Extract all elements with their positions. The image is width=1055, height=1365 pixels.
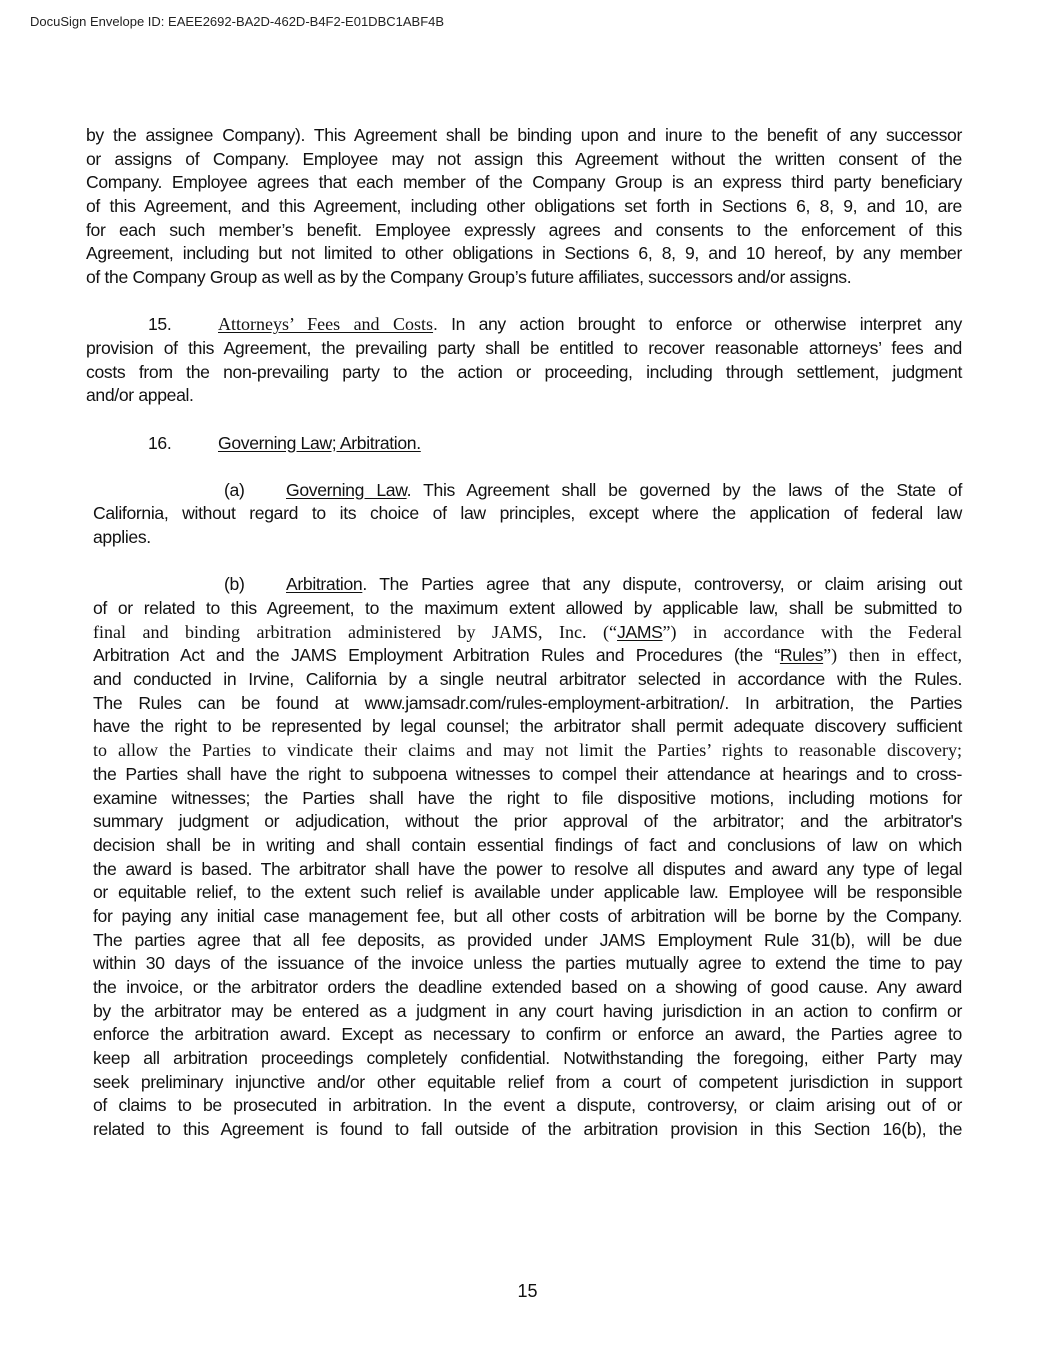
text-line: Agreement, including but not limited to other obligations in Sections 6, 8, 9, and 10 hereof, by any member [86, 243, 962, 264]
text-line: of this Agreement, and this Agreement, including other obligations set forth in Sections 6, 8, 9, and 10, are [86, 196, 962, 217]
text-line: for each such member’s benefit. Employee expressly agrees and consents to the enforcement of this [86, 219, 962, 240]
text-line: The Rules can be found at www.jamsadr.com/rules-employment-arbitration/. In arbitration, the Parties [93, 692, 962, 713]
subsection-heading: Governing Law [286, 479, 407, 500]
section-number: 15. [148, 314, 172, 335]
section-number: 16. [148, 432, 172, 453]
subsection-b-first-line [93, 573, 962, 597]
text-line-jams-definition [93, 621, 962, 645]
subsection-heading: Arbitration [286, 574, 363, 595]
text-line: the Parties shall have the right to subpoena witnesses to compel their attendance at hearings and to cross- [93, 763, 962, 784]
text-line: of claims to be prosecuted in arbitration. In the event a dispute, controversy, or claim arising out of or [93, 1095, 962, 1116]
text-segment: . In any action brought to enforce or otherwise interpret any [433, 314, 962, 335]
text-line: examine witnesses; the Parties shall have the right to file dispositive motions, including motions for [93, 787, 962, 808]
text-line: California, without regard to its choice of law principles, except where the application of federal law [93, 503, 962, 524]
text-line: seek preliminary injunctive and/or other equitable relief from a court of competent jurisdiction in support [93, 1071, 962, 1092]
text-line: within 30 days of the issuance of the invoice unless the parties mutually agree to extend the time to pay [93, 953, 962, 974]
text-line: keep all arbitration proceedings completely confidential. Notwithstanding the foregoing, either Party may [93, 1048, 962, 1069]
defined-term-jams: JAMS [617, 621, 663, 642]
section-15-attorneys-fees [86, 313, 962, 408]
text-line: for paying any initial case management fee, but all other costs of arbitration will be borne by the Company. [93, 905, 962, 926]
text-line: the award is based. The arbitrator shall have the power to resolve all disputes and award any type of legal [93, 858, 962, 879]
text-line: have the right to be represented by legal counsel; the arbitrator shall permit adequate discovery sufficient [93, 716, 962, 737]
text-line: to allow the Parties to vindicate their claims and may not limit the Parties’ rights to reasonable discovery; [93, 740, 962, 761]
docusign-envelope-id: DocuSign Envelope ID: EAEE2692-BA2D-462D-B4F2-E01DBC1ABF4B [30, 14, 445, 29]
text-line-rules-definition [93, 644, 962, 668]
paragraph-14-continuation [86, 124, 962, 290]
text-line: provision of this Agreement, the prevailing party shall be entitled to recover reasonable attorneys’ fees and [86, 338, 962, 358]
page-number: 15 [517, 1281, 538, 1301]
document-page-body [86, 124, 962, 1142]
text-line: enforce the arbitration award. Except as necessary to confirm or enforce an award, the Parties agree to [93, 1024, 962, 1045]
text-line: or equitable relief, to the extent such relief is available under applicable law. Employee will be responsible [93, 882, 962, 903]
section-15-first-line [86, 313, 962, 337]
defined-term-rules: Rules [779, 645, 824, 666]
text-line: and conducted in Irvine, California by a single neutral arbitrator selected in accordance with the Rules. [93, 669, 962, 690]
subsection-label: (a) [224, 479, 245, 500]
text-line: and/or appeal. [86, 385, 194, 406]
text-line: decision shall be in writing and shall contain essential findings of fact and conclusions of law on which [93, 834, 962, 855]
text-line: summary judgment or adjudication, without the prior approval of the arbitrator; and the arbitrator's [93, 811, 962, 832]
text-segment: . This Agreement shall be governed by the laws of the State of [406, 479, 962, 500]
text-line: the invoice, or the arbitrator orders the deadline extended based on a showing of good cause. Any award [93, 977, 962, 997]
text-line: by the assignee Company). This Agreement shall be binding upon and inure to the benefit of any successor [86, 125, 962, 145]
text-line: or assigns of Company. Employee may not assign this Agreement without the written consent of the [86, 148, 962, 169]
section-16-title-line [86, 432, 962, 456]
text-line: The parties agree that all fee deposits, as provided under JAMS Employment Rule 31(b), will be due [93, 929, 962, 950]
section-heading: Governing Law; Arbitration. [218, 432, 421, 453]
text-line: of the Company Group as well as by the Company Group’s future affiliates, successors and/or assigns. [86, 267, 852, 288]
text-line: applies. [93, 527, 151, 548]
text-segment: ”) then in effect, [823, 645, 963, 666]
text-segment: Arbitration Act and the JAMS Employment Arbitration Rules and Procedures (the “ [93, 645, 780, 666]
text-segment: . The Parties agree that any dispute, controversy, or claim arising out [362, 574, 962, 595]
text-line: by the arbitrator may be entered as a judgment in any court having jurisdiction in an action to confirm or [93, 1000, 962, 1021]
text-segment: final and binding arbitration administered by JAMS, Inc. (“ [93, 621, 618, 642]
text-line: of or related to this Agreement, to the maximum extent allowed by applicable law, shall be submitted to [93, 598, 962, 618]
subsection-16b-arbitration [86, 573, 962, 1142]
text-line: Company. Employee agrees that each member of the Company Group is an express third party beneficiary [86, 172, 962, 193]
subsection-label: (b) [224, 574, 245, 595]
subsection-16a-governing-law [86, 479, 962, 550]
text-line: costs from the non-prevailing party to the action or proceeding, including through settlement, judgment [86, 361, 962, 382]
section-heading: Attorneys’ Fees and Costs [218, 314, 434, 335]
text-line: related to this Agreement is found to fall outside of the arbitration provision in this Section 16(b), the [93, 1119, 962, 1140]
subsection-a-first-line [93, 479, 962, 503]
section-16-heading [86, 432, 962, 456]
text-segment: ”) in accordance with the Federal [662, 621, 962, 642]
